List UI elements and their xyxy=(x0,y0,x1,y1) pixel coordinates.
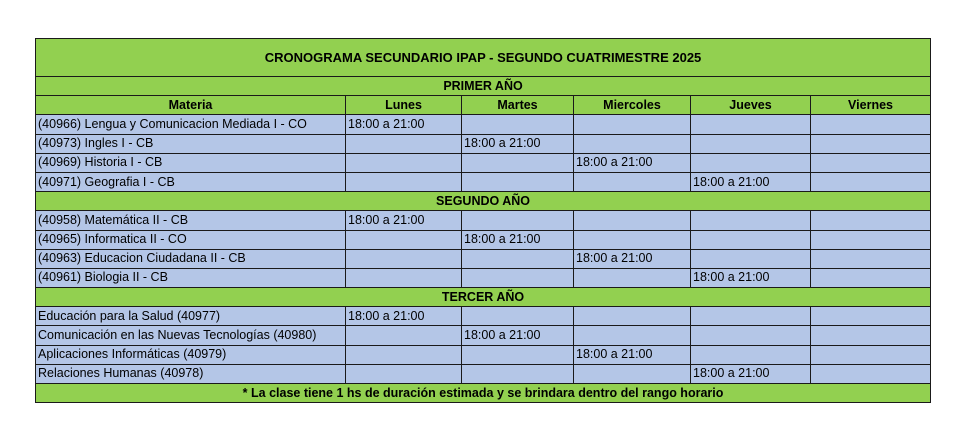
schedule-cell-miercoles xyxy=(574,134,691,153)
schedule-cell-martes: 18:00 a 21:00 xyxy=(462,230,574,249)
subject-cell: Aplicaciones Informáticas (40979) xyxy=(36,345,346,364)
schedule-cell-martes xyxy=(462,211,574,230)
table-row xyxy=(36,307,931,326)
section-row xyxy=(36,192,931,211)
schedule-cell-miercoles xyxy=(574,307,691,326)
schedule-cell-lunes xyxy=(346,249,462,268)
schedule-cell-martes xyxy=(462,172,574,191)
section-row xyxy=(36,77,931,96)
schedule-cell-miercoles xyxy=(574,172,691,191)
schedule-cell-jueves: 18:00 a 21:00 xyxy=(691,268,811,287)
schedule-cell-martes xyxy=(462,153,574,172)
subject-cell: Relaciones Humanas (40978) xyxy=(36,364,346,383)
schedule-body xyxy=(36,39,931,403)
schedule-cell-jueves xyxy=(691,211,811,230)
schedule-cell-viernes xyxy=(811,172,931,191)
schedule-cell-martes xyxy=(462,268,574,287)
subject-cell: (40969) Historia I - CB xyxy=(36,153,346,172)
column-header: Viernes xyxy=(811,96,931,115)
schedule-cell-lunes xyxy=(346,345,462,364)
schedule-cell-miercoles xyxy=(574,115,691,134)
schedule-cell-viernes xyxy=(811,230,931,249)
schedule-cell-jueves: 18:00 a 21:00 xyxy=(691,364,811,383)
schedule-cell-miercoles xyxy=(574,326,691,345)
footer-row xyxy=(36,384,931,403)
schedule-cell-lunes xyxy=(346,153,462,172)
schedule-cell-lunes xyxy=(346,268,462,287)
schedule-cell-jueves xyxy=(691,249,811,268)
schedule-cell-jueves xyxy=(691,134,811,153)
schedule-cell-lunes xyxy=(346,172,462,191)
subject-cell: (40973) Ingles I - CB xyxy=(36,134,346,153)
subject-cell: (40966) Lengua y Comunicacion Mediada I - CO xyxy=(36,115,346,134)
column-header: Materia xyxy=(36,96,346,115)
schedule-title: CRONOGRAMA SECUNDARIO IPAP - SEGUNDO CUATRIMESTRE 2025 xyxy=(36,39,931,77)
column-header: Lunes xyxy=(346,96,462,115)
schedule-cell-lunes xyxy=(346,134,462,153)
schedule-cell-martes xyxy=(462,115,574,134)
schedule-cell-viernes xyxy=(811,211,931,230)
schedule-cell-lunes: 18:00 a 21:00 xyxy=(346,115,462,134)
table-row xyxy=(36,345,931,364)
schedule-cell-miercoles xyxy=(574,211,691,230)
subject-cell: (40958) Matemática II - CB xyxy=(36,211,346,230)
schedule-cell-lunes: 18:00 a 21:00 xyxy=(346,211,462,230)
subject-cell: (40965) Informatica II - CO xyxy=(36,230,346,249)
schedule-cell-lunes xyxy=(346,364,462,383)
schedule-cell-viernes xyxy=(811,134,931,153)
subject-cell: (40963) Educacion Ciudadana II - CB xyxy=(36,249,346,268)
section-row xyxy=(36,288,931,307)
table-row xyxy=(36,134,931,153)
section-label: SEGUNDO AÑO xyxy=(36,192,931,211)
section-label: TERCER AÑO xyxy=(36,288,931,307)
column-header: Miercoles xyxy=(574,96,691,115)
section-label: PRIMER AÑO xyxy=(36,77,931,96)
schedule-cell-jueves xyxy=(691,153,811,172)
schedule-cell-miercoles xyxy=(574,268,691,287)
schedule-cell-jueves xyxy=(691,115,811,134)
table-row xyxy=(36,153,931,172)
schedule-cell-miercoles: 18:00 a 21:00 xyxy=(574,249,691,268)
table-row xyxy=(36,211,931,230)
schedule-cell-viernes xyxy=(811,153,931,172)
schedule-cell-lunes xyxy=(346,326,462,345)
title-row xyxy=(36,39,931,77)
column-header-row xyxy=(36,96,931,115)
schedule-cell-martes xyxy=(462,307,574,326)
table-row xyxy=(36,172,931,191)
table-row xyxy=(36,268,931,287)
schedule-cell-martes: 18:00 a 21:00 xyxy=(462,326,574,345)
table-row xyxy=(36,364,931,383)
schedule-cell-viernes xyxy=(811,364,931,383)
schedule-cell-martes: 18:00 a 21:00 xyxy=(462,134,574,153)
schedule-cell-viernes xyxy=(811,307,931,326)
schedule-cell-jueves xyxy=(691,326,811,345)
schedule-cell-viernes xyxy=(811,249,931,268)
column-header: Martes xyxy=(462,96,574,115)
schedule-cell-jueves: 18:00 a 21:00 xyxy=(691,172,811,191)
schedule-cell-viernes xyxy=(811,345,931,364)
schedule-cell-jueves xyxy=(691,230,811,249)
subject-cell: Educación para la Salud (40977) xyxy=(36,307,346,326)
schedule-cell-jueves xyxy=(691,307,811,326)
table-row xyxy=(36,249,931,268)
table-row xyxy=(36,230,931,249)
schedule-cell-martes xyxy=(462,364,574,383)
table-row xyxy=(36,115,931,134)
schedule-cell-viernes xyxy=(811,326,931,345)
schedule-cell-viernes xyxy=(811,268,931,287)
subject-cell: (40961) Biologia II - CB xyxy=(36,268,346,287)
schedule-cell-lunes: 18:00 a 21:00 xyxy=(346,307,462,326)
footer-note: * La clase tiene 1 hs de duración estimada y se brindara dentro del rango horario xyxy=(36,384,931,403)
schedule-cell-lunes xyxy=(346,230,462,249)
schedule-cell-jueves xyxy=(691,345,811,364)
schedule-cell-martes xyxy=(462,345,574,364)
schedule-cell-viernes xyxy=(811,115,931,134)
schedule-cell-miercoles xyxy=(574,364,691,383)
schedule-cell-miercoles: 18:00 a 21:00 xyxy=(574,153,691,172)
table-row xyxy=(36,326,931,345)
subject-cell: Comunicación en las Nuevas Tecnologías (40980) xyxy=(36,326,346,345)
schedule-table xyxy=(35,38,931,403)
subject-cell: (40971) Geografia I - CB xyxy=(36,172,346,191)
schedule-cell-miercoles: 18:00 a 21:00 xyxy=(574,345,691,364)
column-header: Jueves xyxy=(691,96,811,115)
schedule-cell-martes xyxy=(462,249,574,268)
schedule-cell-miercoles xyxy=(574,230,691,249)
